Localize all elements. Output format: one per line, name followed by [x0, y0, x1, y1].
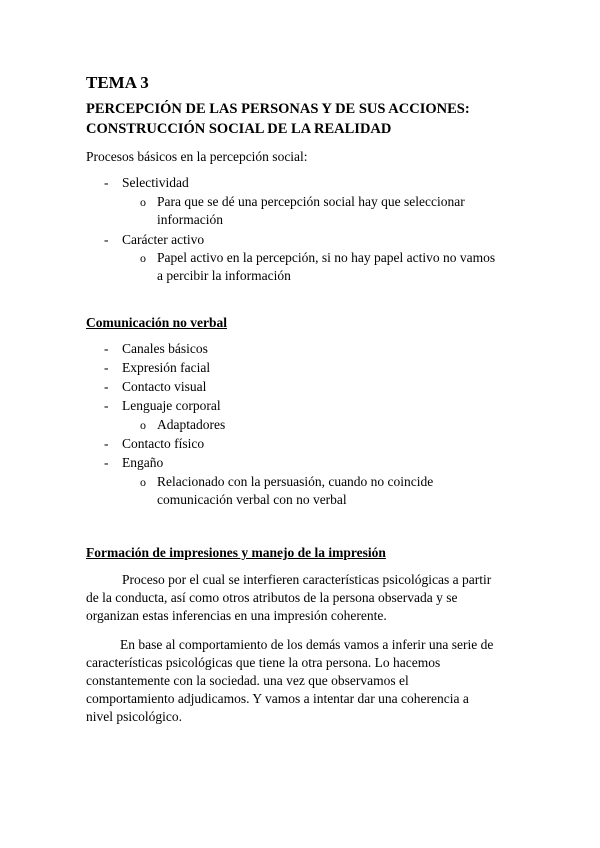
paragraph-1-line-3: organizan estas inferencias en una impresión coherente.: [86, 608, 387, 623]
section-title-formacion: Formación de impresiones y manejo de la impresión: [86, 545, 386, 560]
list-item: Contacto visual: [122, 379, 207, 394]
sublist-item-line-2: a percibir la información: [157, 268, 291, 283]
sublist-bullet: o: [140, 195, 146, 209]
paragraph-2-line-4: comportamiento adjudicamos. Y vamos a intentar dar una coherencia a: [86, 691, 469, 706]
list-dash: -: [104, 379, 109, 394]
paragraph-2-line-5: nivel psicológico.: [86, 709, 182, 724]
document-title: TEMA 3: [86, 73, 149, 92]
sublist-bullet: o: [140, 418, 146, 432]
list-item: Lenguaje corporal: [122, 398, 221, 413]
list-item: Canales básicos: [122, 341, 208, 356]
sublist-item-line-1: Para que se dé una percepción social hay que seleccionar: [157, 194, 465, 209]
list-dash: -: [104, 232, 109, 247]
section-title-comunicacion: Comunicación no verbal: [86, 315, 228, 330]
sublist-item-line-1: Papel activo en la percepción, si no hay papel activo no vamos: [157, 250, 496, 265]
list-item: Selectividad: [122, 175, 189, 190]
sublist-item-line-2: comunicación verbal con no verbal: [157, 492, 347, 507]
paragraph-2-line-3: constantemente con la sociedad. una vez que observamos el: [86, 673, 409, 688]
list-dash: -: [104, 455, 109, 470]
list-dash: -: [104, 398, 109, 413]
list-item: Expresión facial: [122, 360, 211, 375]
paragraph-1-line-2: de la conducta, así como otros atributos de la persona observada y se: [86, 590, 458, 605]
list-dash: -: [104, 436, 109, 451]
list-dash: -: [104, 341, 109, 356]
sublist-item: Adaptadores: [157, 417, 226, 432]
paragraph-1-line-1: Proceso por el cual se interfieren características psicológicas a partir: [122, 572, 492, 587]
list-dash: -: [104, 175, 109, 190]
list-dash: -: [104, 360, 109, 375]
list-item: Engaño: [122, 455, 164, 470]
sublist-item-line-1: Relacionado con la persuasión, cuando no coincide: [157, 474, 434, 489]
list-item: Carácter activo: [122, 232, 205, 247]
sublist-item-line-2: información: [157, 212, 223, 227]
sublist-bullet: o: [140, 475, 146, 489]
sublist-bullet: o: [140, 251, 146, 265]
intro-text: Procesos básicos en la percepción social:: [86, 149, 308, 164]
list-item: Contacto físico: [122, 436, 205, 451]
main-heading-line-2: CONSTRUCCIÓN SOCIAL DE LA REALIDAD: [86, 121, 392, 137]
paragraph-2-line-2: características psicológicas que tiene la otra persona. Lo hacemos: [86, 655, 441, 670]
main-heading-line-1: PERCEPCIÓN DE LAS PERSONAS Y DE SUS ACCIONES:: [86, 101, 470, 117]
paragraph-2-line-1: En base al comportamiento de los demás vamos a inferir una serie de: [120, 637, 494, 652]
